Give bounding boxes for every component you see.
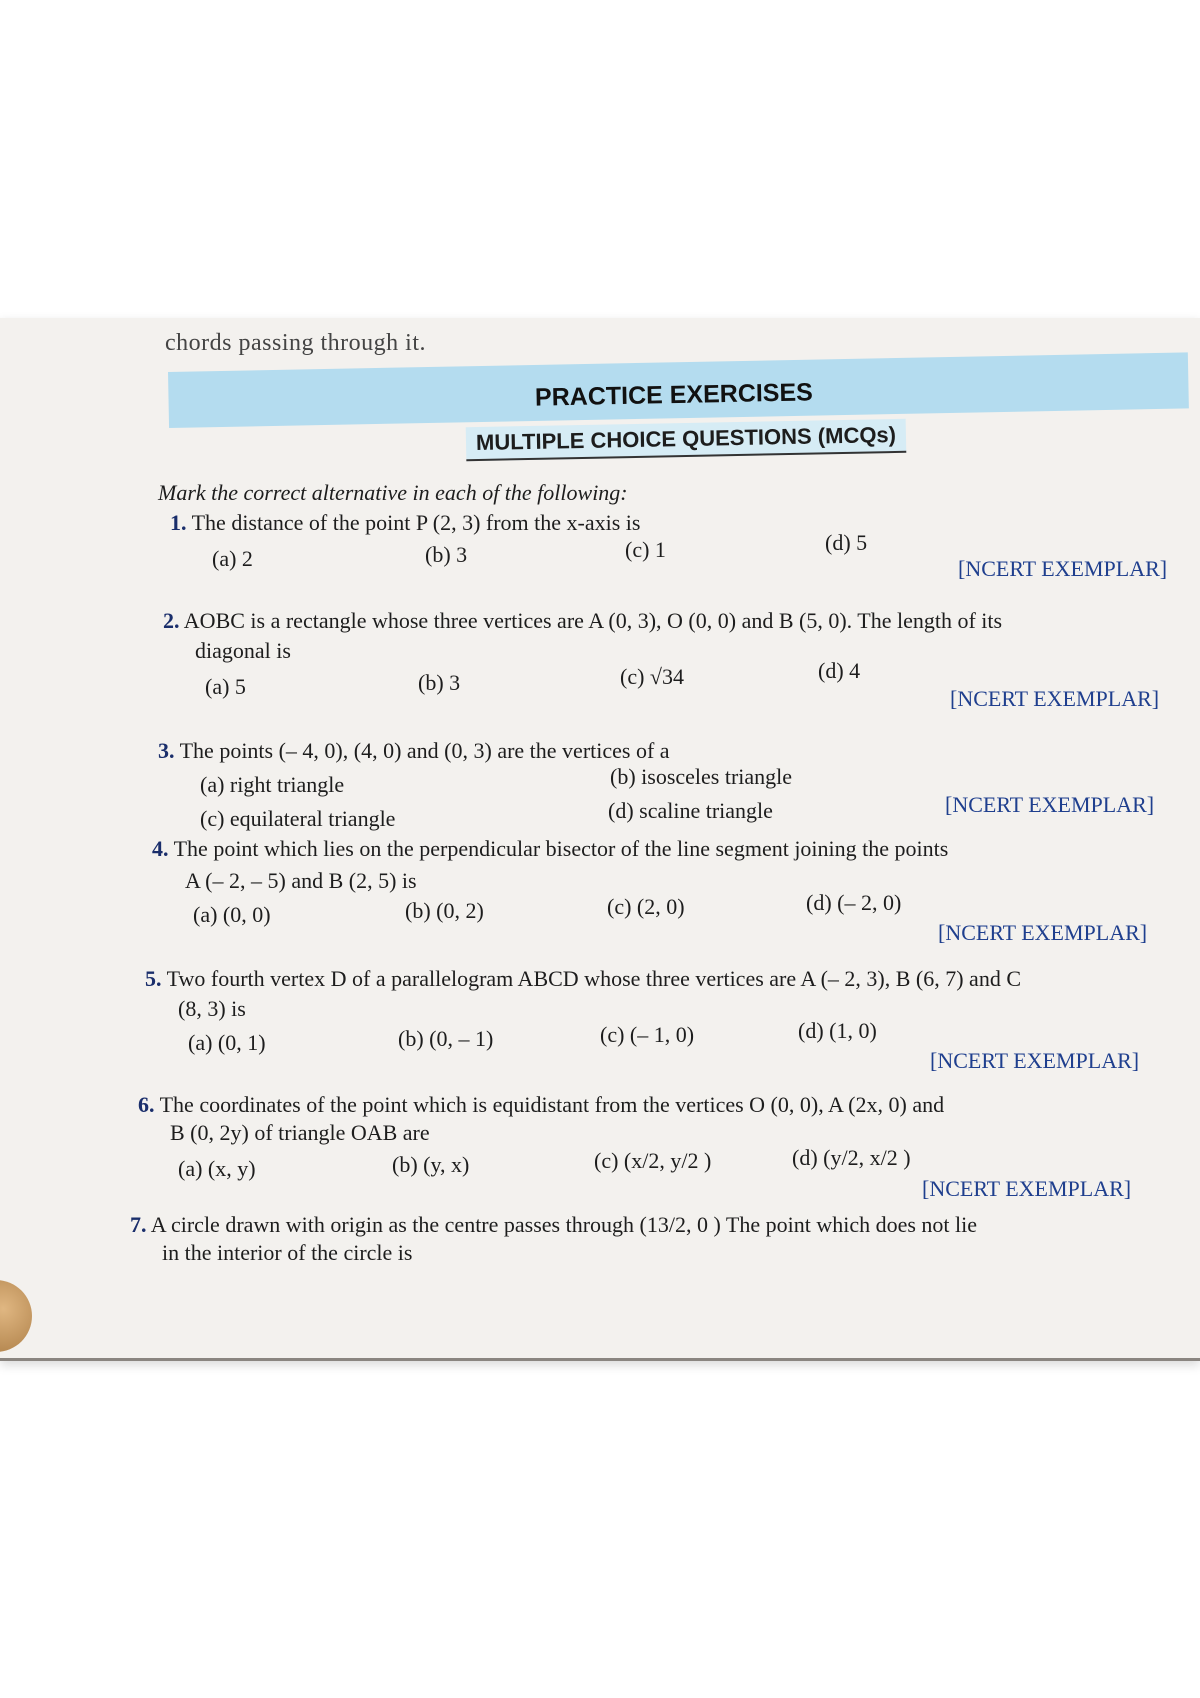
option-a: (a) (0, 1) (188, 1030, 266, 1055)
question-number: 7. (130, 1212, 147, 1237)
question-number: 4. (152, 836, 169, 861)
option-a: (a) 2 (212, 546, 253, 571)
option-a: (a) 5 (205, 674, 246, 699)
question-text: The points (– 4, 0), (4, 0) and (0, 3) are the vertices of a (179, 738, 670, 763)
question-text: AOBC is a rectangle whose three vertices are A (0, 3), O (0, 0) and B (5, 0). The length of its (183, 608, 1003, 633)
question-text-continued: (8, 3) is (178, 996, 246, 1021)
option-b: (b) (y, x) (392, 1152, 470, 1177)
option-b: (b) (0, – 1) (398, 1026, 494, 1051)
option-a: (a) (x, y) (178, 1156, 256, 1181)
question-7 (130, 1212, 977, 1238)
question-6 (138, 1092, 944, 1118)
section-title: PRACTICE EXERCISES (534, 378, 814, 412)
question-number: 1. (170, 510, 187, 535)
option-c: (c) (2, 0) (607, 894, 685, 919)
option-d: (d) 5 (825, 530, 868, 555)
option-c: (c) √34 (620, 664, 684, 689)
ncert-tag: [NCERT EXEMPLAR] (945, 792, 1155, 817)
ncert-tag: [NCERT EXEMPLAR] (938, 920, 1148, 945)
option-d: (d) 4 (818, 658, 861, 683)
question-4 (152, 836, 948, 862)
option-b: (b) 3 (425, 542, 468, 567)
ncert-tag: [NCERT EXEMPLAR] (950, 686, 1160, 711)
option-a: (a) right triangle (200, 772, 345, 797)
question-text: A circle drawn with origin as the centre passes through (13/2, 0 ) The point which does not lie (150, 1212, 978, 1237)
option-d: (d) (y/2, x/2 ) (792, 1145, 911, 1170)
question-text: The point which lies on the perpendicular bisector of the line segment joining the points (173, 836, 949, 861)
option-b: (b) 3 (418, 670, 461, 695)
question-number: 5. (145, 966, 162, 991)
ncert-tag: [NCERT EXEMPLAR] (930, 1048, 1140, 1073)
question-text-continued: diagonal is (195, 638, 291, 663)
question-number: 2. (163, 608, 180, 633)
ncert-tag: [NCERT EXEMPLAR] (958, 556, 1168, 581)
option-b: (b) isosceles triangle (610, 764, 793, 789)
option-b: (b) (0, 2) (405, 898, 484, 923)
option-d: (d) (– 2, 0) (806, 890, 902, 915)
option-c: (c) (x/2, y/2 ) (594, 1148, 712, 1173)
previous-text-line: chords passing through it. (165, 330, 426, 356)
question-2 (163, 608, 1002, 634)
option-a: (a) (0, 0) (193, 902, 271, 927)
question-number: 6. (138, 1092, 155, 1117)
question-text: The coordinates of the point which is equidistant from the vertices O (0, 0), A (2x, 0) and (159, 1092, 945, 1117)
question-5 (145, 966, 1021, 992)
option-d: (d) scaline triangle (608, 798, 773, 823)
instruction: Mark the correct alternative in each of the following: (158, 480, 628, 505)
option-c: (c) equilateral triangle (200, 806, 396, 831)
question-text-continued: A (– 2, – 5) and B (2, 5) is (185, 868, 417, 893)
ncert-tag: [NCERT EXEMPLAR] (922, 1176, 1132, 1201)
question-3 (158, 738, 670, 764)
question-text-continued: in the interior of the circle is (162, 1240, 413, 1265)
option-c: (c) 1 (625, 537, 666, 562)
subsection-title: MULTIPLE CHOICE QUESTIONS (MCQs) (466, 419, 907, 461)
question-text-continued: B (0, 2y) of triangle OAB are (170, 1120, 430, 1145)
question-text: Two fourth vertex D of a parallelogram ABCD whose three vertices are A (– 2, 3), B (6, 7) and C (166, 966, 1021, 991)
question-1 (170, 510, 640, 536)
question-text: The distance of the point P (2, 3) from the x-axis is (191, 510, 641, 535)
option-d: (d) (1, 0) (798, 1018, 877, 1043)
question-number: 3. (158, 738, 175, 763)
option-c: (c) (– 1, 0) (600, 1022, 695, 1047)
